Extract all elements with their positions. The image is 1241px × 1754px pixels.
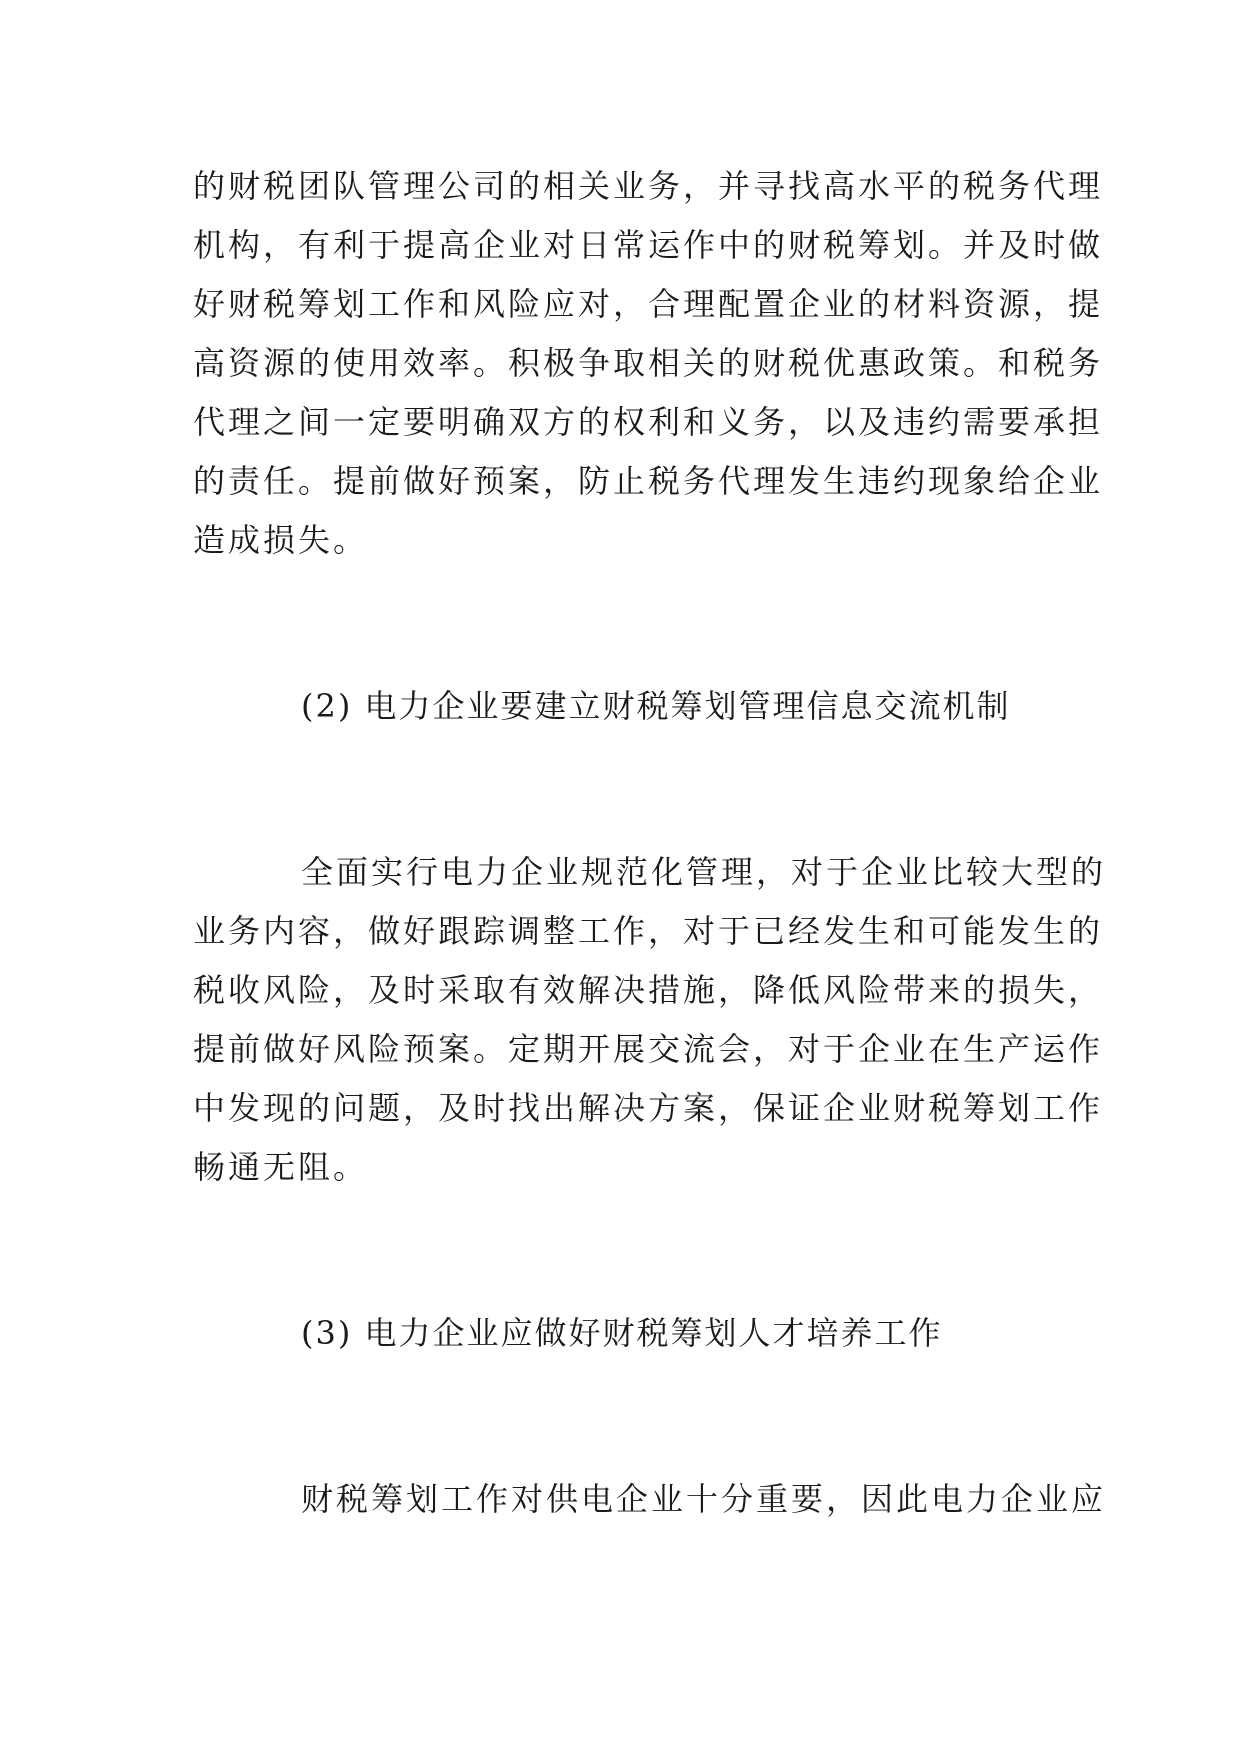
- paragraph-2-line-4: 提前做好风险预案。定期开展交流会，对于企业在生产运作: [193, 1030, 1104, 1068]
- paragraph-1-line-7: 造成损失。: [193, 521, 369, 559]
- section-heading-3: (3) 电力企业应做好财税筹划人才培养工作: [301, 1314, 943, 1352]
- paragraph-1-line-5: 代理之间一定要明确双方的权利和义务，以及违约需要承担: [193, 403, 1104, 441]
- paragraph-1-line-1: 的财税团队管理公司的相关业务，并寻找高水平的税务代理: [193, 167, 1104, 205]
- paragraph-1-line-2: 机构，有利于提高企业对日常运作中的财税筹划。并及时做: [193, 226, 1104, 264]
- paragraph-2-line-5: 中发现的问题，及时找出解决方案，保证企业财税筹划工作: [193, 1089, 1104, 1127]
- paragraph-2-line-2: 业务内容，做好跟踪调整工作，对于已经发生和可能发生的: [193, 912, 1104, 950]
- section-heading-2: (2) 电力企业要建立财税筹划管理信息交流机制: [301, 687, 1011, 725]
- paragraph-2-line-1: 全面实行电力企业规范化管理，对于企业比较大型的: [301, 853, 1107, 891]
- paragraph-1-line-6: 的责任。提前做好预案，防止税务代理发生违约现象给企业: [193, 462, 1104, 500]
- paragraph-1-line-4: 高资源的使用效率。积极争取相关的财税优惠政策。和税务: [193, 344, 1104, 382]
- paragraph-3-line-1: 财税筹划工作对供电企业十分重要，因此电力企业应: [301, 1480, 1107, 1518]
- paragraph-2-line-3: 税收风险，及时采取有效解决措施，降低风险带来的损失，: [193, 971, 1104, 1009]
- paragraph-1-line-3: 好财税筹划工作和风险应对，合理配置企业的材料资源，提: [193, 285, 1104, 323]
- paragraph-2-line-6: 畅通无阻。: [193, 1148, 369, 1186]
